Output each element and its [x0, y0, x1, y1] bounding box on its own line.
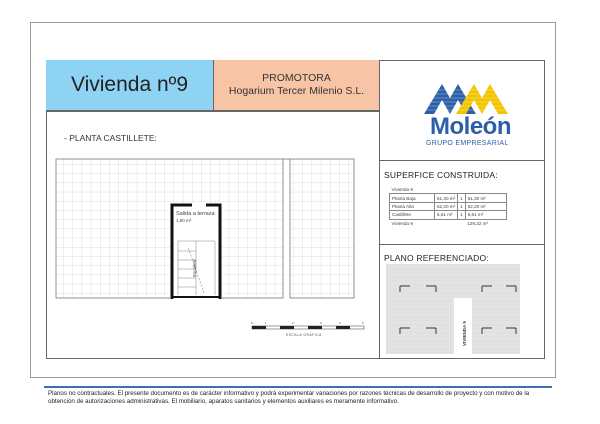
- footer-disclaimer: Planos no contractuales. El presente documento es de carácter informativo y podrá experimentar variaciones por razones técnicas de desarrollo de proyecto y con motivo de la obtención de autorizaciones administrativas. El mobiliario, aparatos sanitarios y elementos auxiliares es meramente informativo.: [48, 390, 530, 405]
- stair-label: Escalera: [192, 259, 197, 277]
- referenciado-title: PLANO REFERENCIADO:: [384, 253, 489, 263]
- svg-text:2: 2: [292, 321, 294, 325]
- footer-rule: [44, 386, 552, 388]
- unit-title: Vivienda nº9: [70, 73, 189, 96]
- table-total-row: Vivienda 9 129,32 m²: [391, 220, 488, 226]
- promotora-name: Hogarium Tercer Milenio S.L.: [228, 85, 365, 97]
- promotora-cell: [214, 60, 380, 111]
- svg-text:0: 0: [251, 321, 253, 325]
- room-area: 1,80 m²: [176, 218, 192, 223]
- moleon-logo-icon: [424, 80, 508, 114]
- divider-vertical: [379, 60, 380, 359]
- svg-text:4: 4: [339, 321, 341, 325]
- logo-subtitle: GRUPO EMPRESARIAL: [426, 140, 509, 147]
- superficie-group-label: Vivienda 9: [391, 187, 413, 193]
- table-row: Planta Baja 61,30 m² 1 61,30 m²: [390, 194, 507, 202]
- svg-text:1: 1: [265, 321, 267, 325]
- svg-text:5: 5: [362, 321, 364, 325]
- room-name: Salida a terraza: [176, 211, 215, 217]
- superficie-table: [389, 186, 507, 227]
- logo-wordmark: Moleón: [430, 113, 511, 140]
- section-label: - PLANTA CASTILLETE:: [64, 133, 157, 143]
- floor-plan: [54, 155, 374, 320]
- divider-horizontal: [46, 111, 380, 112]
- reference-plan: [386, 264, 520, 354]
- scale-label: ESCALA GRÁFICA: [286, 333, 322, 337]
- table-row: Castillete 5,61 m² 1 5,61 m²: [390, 211, 507, 219]
- superficie-title: SUPERFICE CONSTRUIDA:: [384, 170, 498, 180]
- unit-title-cell: [46, 60, 214, 111]
- table-row: Planta Alta 62,20 m² 1 62,20 m²: [390, 202, 507, 210]
- divider-right: [380, 244, 545, 245]
- promotora-label: PROMOTORA: [262, 72, 331, 84]
- svg-text:3: 3: [320, 321, 322, 325]
- reference-unit-label: VIVIENDA 9: [462, 321, 467, 346]
